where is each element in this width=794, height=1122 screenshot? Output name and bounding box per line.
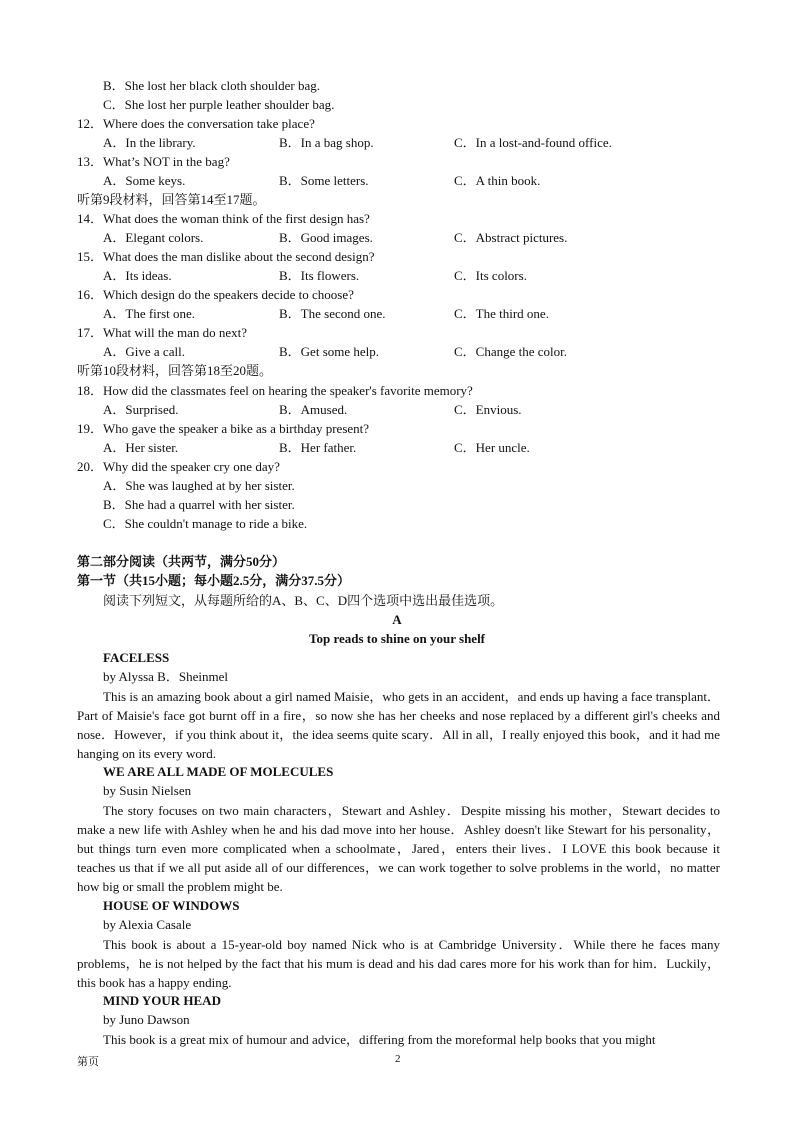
q13-option-b: B．Some letters.	[279, 173, 369, 188]
q15-option-a: A．Its ideas.	[103, 268, 172, 283]
q19-stem: 19．Who gave the speaker a bike as a birthday present?	[77, 421, 370, 436]
q12-option-b: B．In a bag shop.	[279, 135, 374, 150]
q11-option-b: B．She lost her black cloth shoulder bag.	[103, 78, 320, 93]
q20-option-a: A．She was laughed at by her sister.	[103, 478, 295, 493]
q12-stem: 12．Where does the conversation take place?	[77, 116, 315, 131]
q18-option-c: C．Envious.	[454, 402, 522, 417]
reading-instruction: 阅读下列短文，从每题所给的A、B、C、D四个选项中选出最佳选项。	[103, 593, 504, 608]
q16-option-c: C．The third one.	[454, 306, 549, 321]
q11-option-c: C．She lost her purple leather shoulder bag.	[103, 97, 335, 112]
book-4-title: MIND YOUR HEAD	[103, 993, 221, 1008]
q20-option-b: B．She had a quarrel with her sister.	[103, 497, 295, 512]
footer-page-number: 2	[395, 1053, 401, 1065]
q13-option-a: A．Some keys.	[103, 173, 186, 188]
q20-stem: 20．Why did the speaker cry one day?	[77, 459, 280, 474]
q12-option-a: A．In the library.	[103, 135, 196, 150]
book-4-author: by Juno Dawson	[103, 1012, 190, 1027]
book-3-review: This book is about a 15-year-old boy named Nick who is at Cambridge University．While there he faces many problems，he is not helped by the fact that his mum is dead and his dad cares more for his work than for him．Luckily，this book has a happy ending.	[77, 937, 720, 991]
passage-title: Top reads to shine on your shelf	[308, 631, 486, 646]
q15-option-c: C．Its colors.	[454, 268, 527, 283]
q17-option-a: A．Give a call.	[103, 344, 185, 359]
footer-page-label: 第页	[77, 1056, 99, 1068]
q15-option-b: B．Its flowers.	[279, 268, 360, 283]
q14-option-c: C．Abstract pictures.	[454, 230, 568, 245]
q17-option-c: C．Change the color.	[454, 344, 568, 359]
q16-option-b: B．The second one.	[279, 306, 386, 321]
book-2-title: WE ARE ALL MADE OF MOLECULES	[103, 764, 334, 779]
book-2-author: by Susin Nielsen	[103, 783, 192, 798]
q15-stem: 15．What does the man dislike about the second design?	[77, 249, 375, 264]
q19-option-b: B．Her father.	[279, 440, 357, 455]
book-3-title: HOUSE OF WINDOWS	[103, 898, 240, 913]
q17-stem: 17．What will the man do next?	[77, 325, 248, 340]
section-9-instruction: 听第9段材料，回答第14至17题。	[77, 192, 266, 207]
book-4-review: This book is a great mix of humour and advice，differing from the moreformal help books that you might	[103, 1032, 656, 1047]
q17-option-b: B．Get some help.	[279, 344, 380, 359]
q16-option-a: A．The first one.	[103, 306, 196, 321]
part-2-heading: 第二部分阅读（共两节，满分50分）	[77, 554, 286, 569]
q18-option-b: B．Amused.	[279, 402, 348, 417]
q13-option-c: C．A thin book.	[454, 173, 541, 188]
passage-letter: A	[392, 612, 402, 627]
book-3-author: by Alexia Casale	[103, 917, 192, 932]
book-1-title: FACELESS	[103, 650, 170, 665]
book-2-review: The story focuses on two main characters，Stewart and Ashley．Despite missing his mother，Stewart decides to make a new life with Ashley when he and his dad move into her house．Ashley doesn't like Stewart for his personality，but things turn even more complicated when a schoolmate，Jared，enters their lives．I LOVE this book because it teaches us that if we all put aside all of our differences，we can work together to solve problems in the world，no matter how big or small the problem might be.	[77, 803, 720, 895]
q14-stem: 14．What does the woman think of the first design has?	[77, 211, 370, 226]
q12-option-c: C．In a lost-and-found office.	[454, 135, 612, 150]
q19-option-c: C．Her uncle.	[454, 440, 530, 455]
book-1-review: This is an amazing book about a girl named Maisie，who gets in an accident，and ends up having a face transplant．Part of Maisie's face got burnt off in a fire，so now she has her cheeks and nose replaced by a different girl's cheeks and nose．However，if you think about it，the idea seems quite scary．All in all，I really enjoyed this book，and it had me hanging on its every word.	[77, 689, 720, 762]
q18-option-a: A．Surprised.	[103, 402, 179, 417]
q13-stem: 13．What’s NOT in the bag?	[77, 154, 230, 169]
section-1-heading: 第一节（共15小题；每小题2.5分，满分37.5分）	[77, 573, 351, 588]
section-10-instruction: 听第10段材料，回答第18至20题。	[77, 363, 273, 378]
book-1-author: by Alyssa B．Sheinmel	[103, 669, 228, 684]
q14-option-b: B．Good images.	[279, 230, 373, 245]
q20-option-c: C．She couldn't manage to ride a bike.	[103, 516, 308, 531]
q16-stem: 16．Which design do the speakers decide to choose?	[77, 287, 354, 302]
q19-option-a: A．Her sister.	[103, 440, 179, 455]
q18-stem: 18．How did the classmates feel on hearing the speaker's favorite memory?	[77, 383, 473, 398]
q14-option-a: A．Elegant colors.	[103, 230, 204, 245]
